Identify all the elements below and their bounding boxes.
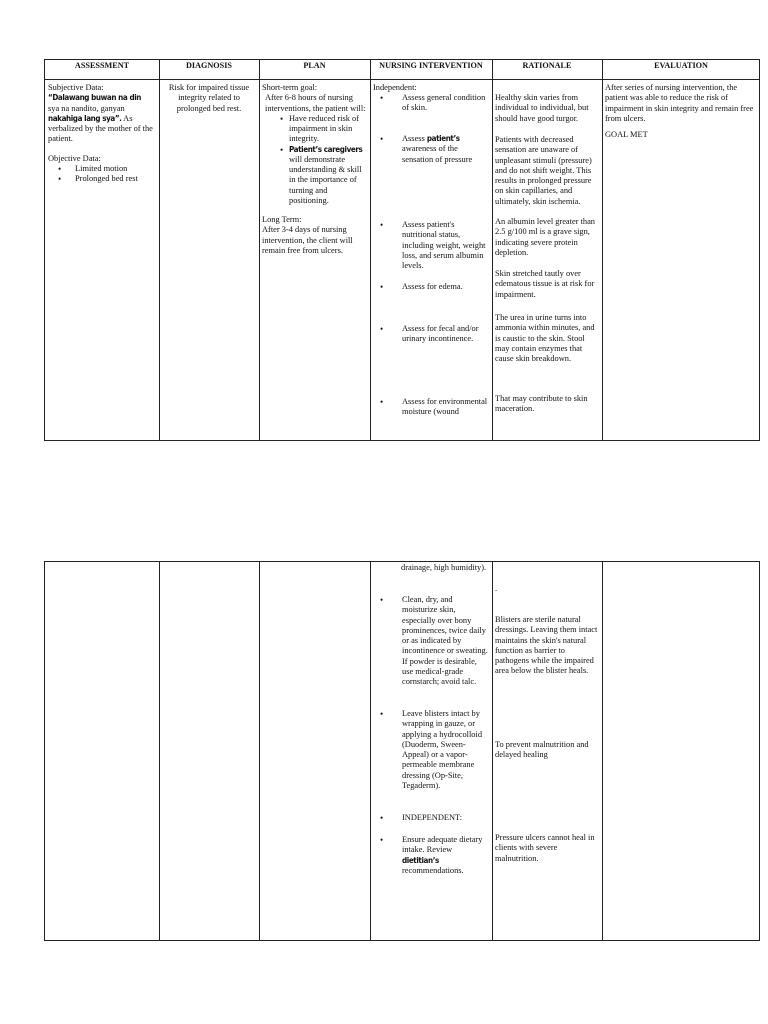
header-evaluation: EVALUATION: [654, 61, 708, 70]
intervention-continued: drainage, high humidity).: [401, 563, 487, 572]
header-diagnosis: DIAGNOSIS: [186, 61, 232, 70]
rationale-dot: .: [495, 584, 498, 593]
subjective-label: Subjective Data:: [48, 83, 104, 92]
rationale-pressure-ulcers: Pressure ulcers cannot heal in clients with severe malnutrition.: [495, 833, 595, 863]
care-plan-table-page2: [44, 561, 760, 941]
header-nursing-intervention: NURSING INTERVENTION: [379, 61, 483, 70]
independent-label: Independent:: [373, 83, 417, 92]
list-item: • Assess patient's nutritional status, including weight, weight loss, and serum albumin levels.: [380, 220, 486, 270]
list-item: • Assess for fecal and/or urinary incontinence.: [380, 324, 479, 344]
list-item: • Assess patient’s awareness of the sensation of pressure: [380, 134, 473, 164]
rationale-sensation: Patients with decreased sensation are unaware of unpleasant stimuli (pressure) and do not shift weight. This results in prolonged pressure on skin capillaries, and ultimately, skin ischemia.: [495, 135, 592, 206]
caregivers-bold: Patient’s caregivers: [289, 144, 363, 154]
objective-label: Objective Data:: [48, 153, 101, 163]
long-term-label: Long Term:: [262, 215, 302, 224]
goal-met-text: GOAL MET: [605, 130, 648, 139]
diagnosis-cell: Risk for impaired tissue integrity related to prolonged bed rest.: [168, 83, 250, 113]
list-item: • Leave blisters intact by wrapping in gauze, or applying a hydrocolloid (Duoderm, Sween-Appeal) or a vapor-permeable membrane dressing (Op-Site, Tegaderm).: [380, 709, 483, 790]
subjective-quote-3: nakahiga lang sya”.: [48, 113, 122, 123]
list-item: • Have reduced risk of impairment in skin integrity.: [280, 113, 359, 144]
list-item: • Assess for edema.: [380, 282, 463, 292]
assessment-cell: [45, 81, 159, 186]
list-item: • Assess for environmental moisture (wound: [380, 397, 488, 417]
subjective-quote-1: “Dalawang buwan na din: [48, 93, 142, 103]
verbalized-text: verbalized by the mother of the patient.: [48, 124, 153, 144]
rationale-malnutrition: To prevent malnutrition and delayed healing: [495, 740, 589, 760]
evaluation-text: After series of nursing intervention, the patient was able to reduce the risk of impairment in skin integrity and remain free from ulcers.: [605, 83, 754, 123]
rationale-general-skin: Healthy skin varies from individual to individual, but should have good turgor.: [495, 93, 589, 123]
care-plan-table-page1: [44, 59, 760, 441]
header-rationale: RATIONALE: [522, 61, 572, 70]
long-term-text: After 3-4 days of nursing intervention, the client will remain free from ulcers.: [262, 225, 353, 255]
evaluation-cell: [602, 81, 760, 142]
rationale-albumin: An albumin level greater than 2.5 g/100 ml is a grave sign, indicating severe protein depletion.: [495, 217, 595, 257]
header-plan: PLAN: [303, 61, 326, 70]
list-item: • INDEPENDENT:: [380, 813, 463, 823]
rationale-edema: Skin stretched tautly over edematous tissue is at risk for impairment.: [495, 269, 595, 299]
rationale-moisture: That may contribute to skin maceration.: [495, 394, 588, 414]
rationale-blisters: Blisters are sterile natural dressings. Leaving them intact maintains the skin's natural function as barrier to pathogens while the impaired area below the blister heals.: [495, 615, 598, 676]
list-item: • Limited motion: [58, 163, 128, 174]
dietitians-bold: dietitian’s: [402, 855, 439, 865]
subjective-quote-2: sya na nandito, ganyan: [48, 103, 125, 113]
list-item: • Prolonged bed rest: [58, 174, 138, 184]
short-term-text: After 6-8 hours of nursing interventions, the patient will:: [265, 93, 366, 113]
header-assessment: ASSESSMENT: [74, 61, 130, 70]
short-term-label: Short-term goal:: [262, 83, 318, 92]
patients-bold: patient’s: [426, 134, 460, 143]
list-item: • Clean, dry, and moisturize skin, especially over bony prominences, twice daily or as indicated by incontinence or sweating. If powder is desirable, use medical-grade cornstarch; avoid talc.: [380, 595, 488, 686]
as-word: As: [121, 113, 133, 123]
list-item: • Patient’s caregivers will demonstrate understanding & skill in the importance of turning and positioning.: [280, 144, 363, 205]
rationale-incontinence: The urea in urine turns into ammonia within minutes, and is caustic to the skin. Stool may contain enzymes that cause skin breakdown.: [495, 313, 595, 363]
plan-cell: [259, 81, 370, 258]
list-item: • Assess general condition of skin.: [380, 93, 486, 113]
list-item: • Ensure adequate dietary intake. Review dietitian’s recommendations.: [380, 835, 483, 875]
